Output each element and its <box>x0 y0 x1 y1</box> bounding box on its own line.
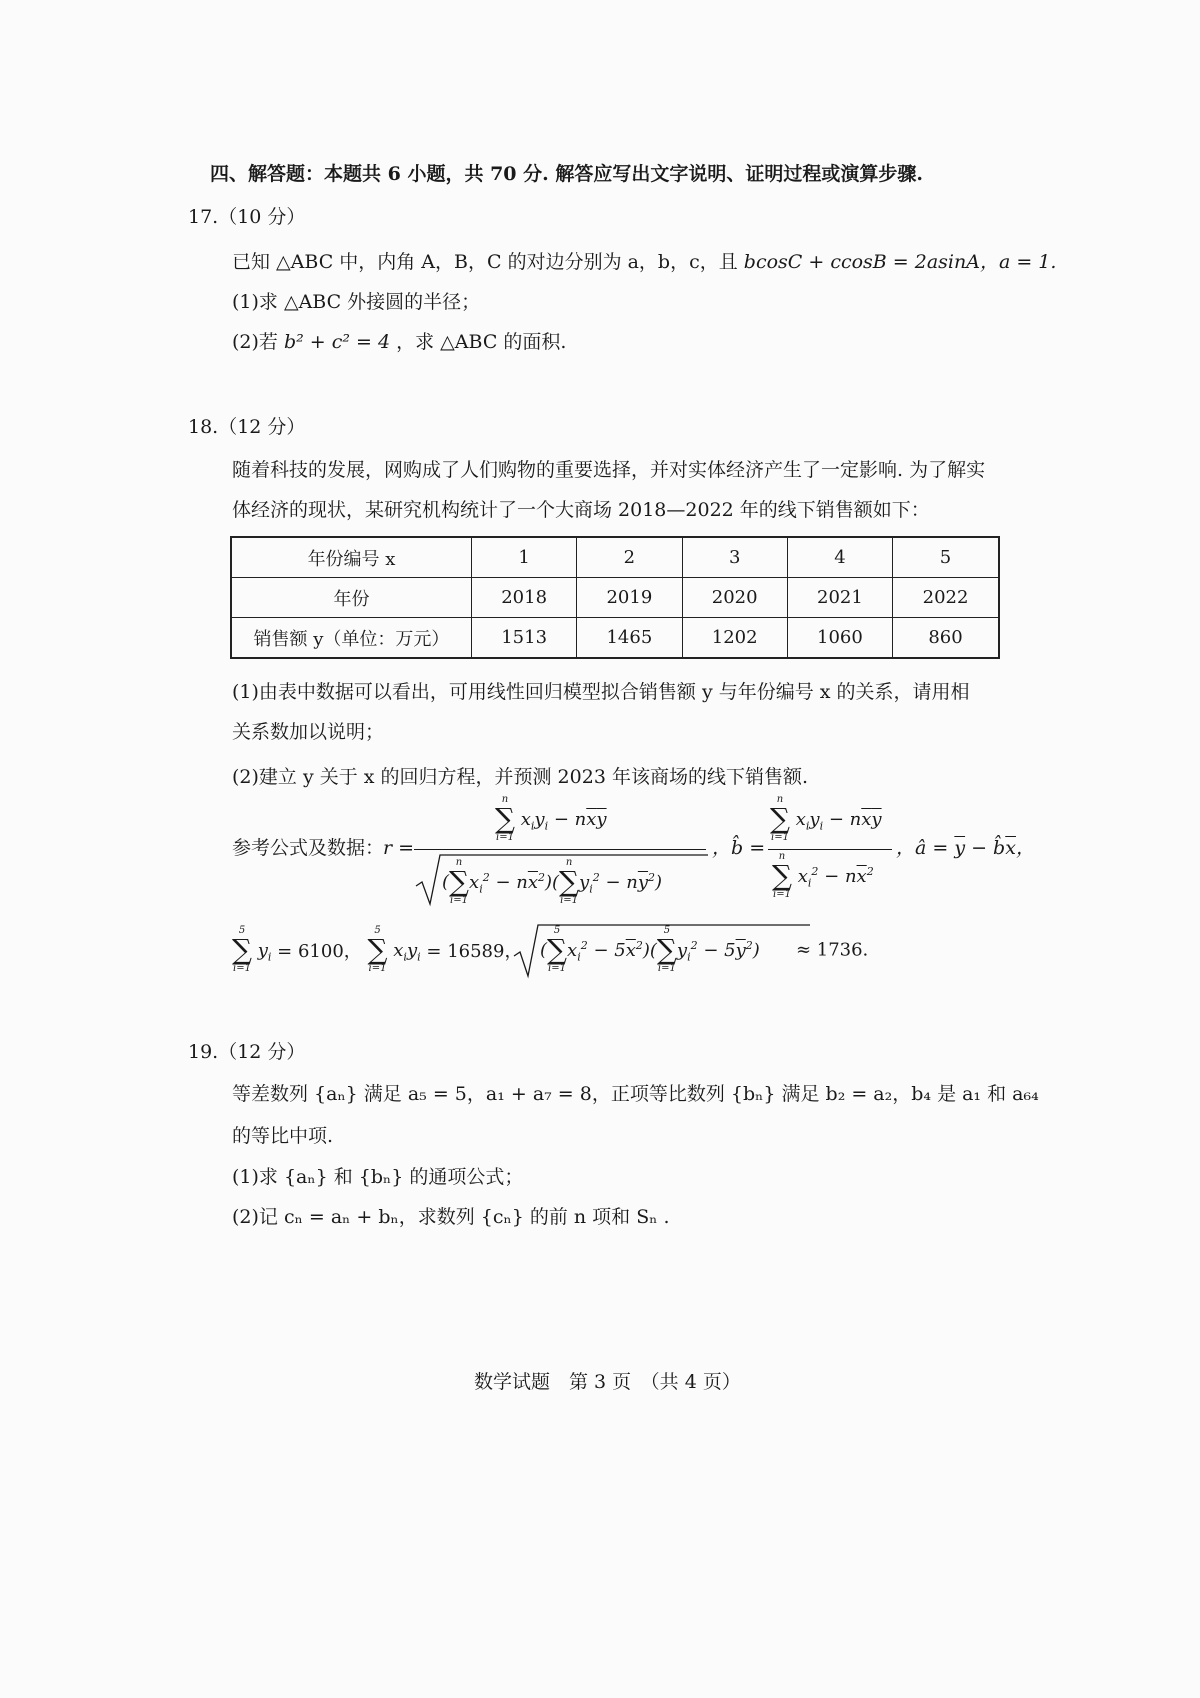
q17-part2 <box>232 330 566 354</box>
q18-part1-line2: 关系数加以说明； <box>232 721 385 743</box>
b-hat-symbol: ，b̂ = <box>712 837 766 859</box>
sqrt-expression: ( 5 ∑ i=1 $x_i^2 - 5\overline{x}^2$)( 5 ∑ i=1 $y_i^2 - 5\overline{y}^2$) <box>540 925 760 974</box>
r-symbol: r = <box>383 837 415 859</box>
sum-xy-value: = 16589， <box>426 941 523 962</box>
table-cell: 1513 <box>472 618 577 659</box>
table-row-sales <box>231 618 999 659</box>
q19-stem-line1: 等差数列 {aₙ} 满足 a₅ = 5，a₁ + a₇ = 8，正项等比数列 {bₙ} 满足 b₂ = a₂，b₄ 是 a₁ 和 a₆₄ <box>232 1083 1039 1105</box>
q19-part2: (2)记 cₙ = aₙ + bₙ，求数列 {cₙ} 的前 n 项和 Sₙ . <box>232 1206 670 1228</box>
table-cell: 2020 <box>682 578 787 618</box>
q17-stem-prefix: 已知 △ABC 中，内角 A，B，C 的对边分别为 a，b，c，且 <box>232 251 738 273</box>
q17-part2-prefix: (2)若 <box>232 331 278 353</box>
table-cell: 4 <box>787 537 892 578</box>
q17-stem-formula: bcosC + ccosB = 2asinA，a = 1. <box>743 251 1057 273</box>
q18-stem-line1: 随着科技的发展，网购成了人们购物的重要选择，并对实体经济产生了一定影响. 为了解实 <box>232 459 986 481</box>
q17-stem <box>232 250 1056 274</box>
ref-label: 参考公式及数据： <box>232 837 385 859</box>
b-numerator: n ∑ i=1 $x_iy_i - n\overline{x}\overline{y}$ <box>770 794 882 843</box>
q17-part2-suffix: ，求 △ABC 的面积. <box>396 331 567 353</box>
r-numerator: n ∑ i=1 $x_iy_i - n\overline{x}\overline{y}$ <box>495 794 607 843</box>
table-cell: 2022 <box>893 578 999 618</box>
table-cell: 2021 <box>787 578 892 618</box>
given-data: 5 ∑ i=1 $y_i = 6100$， 5 ∑ i=1 $x_iy_i = 16589$， ≈ 1736. <box>232 925 869 974</box>
table-cell: 860 <box>893 618 999 659</box>
page-footer: 数学试题 第 3 页 （共 4 页） <box>474 1371 741 1393</box>
table-row-label: 销售额 y（单位：万元） <box>231 618 472 659</box>
q18-part2: (2)建立 y 关于 x 的回归方程，并预测 2023 年该商场的线下销售额. <box>232 766 808 788</box>
q18-number: 18.（12 分） <box>188 416 306 438</box>
q19-stem-line2: 的等比中项. <box>232 1125 334 1147</box>
table-row-label: 年份编号 x <box>231 537 472 578</box>
q18-part1-line1: (1)由表中数据可以看出，可用线性回归模型拟合销售额 y 与年份编号 x 的关系，请用相 <box>232 681 970 703</box>
table-cell: 2018 <box>472 578 577 618</box>
section-title: 四、解答题：本题共 6 小题，共 70 分. 解答应写出文字说明、证明过程或演算步骤. <box>210 163 923 185</box>
q19-part1: (1)求 {aₙ} 和 {bₙ} 的通项公式； <box>232 1166 524 1188</box>
table-cell: 3 <box>682 537 787 578</box>
r-fraction-bar <box>414 849 706 850</box>
table-cell: 1060 <box>787 618 892 659</box>
q17-number: 17.（10 分） <box>188 206 306 228</box>
a-hat-formula: ，â = $\overline{y}$ − $b̂\overline{x}$， <box>896 837 1035 859</box>
table-cell: 5 <box>893 537 999 578</box>
table-cell: 2019 <box>577 578 682 618</box>
b-denominator: n ∑ i=1 $x_i^2 - n\overline{x}^2$ <box>772 851 874 900</box>
table-row-x <box>231 537 999 578</box>
q17-part1: (1)求 △ABC 外接圆的半径； <box>232 291 481 313</box>
table-row-label: 年份 <box>231 578 472 618</box>
q17-part2-formula: b² + c² = 4 <box>283 331 391 353</box>
sqrt-value: ≈ 1736. <box>795 939 869 961</box>
table-row-year <box>231 578 999 618</box>
r-denominator: ( n ∑ i=1 $x_i^2 - n\overline{x}^2$)( n ∑ i=1 $y_i^2 - n\overline{y}^2$) <box>442 857 663 906</box>
q18-stem-line2: 体经济的现状，某研究机构统计了一个大商场 2018—2022 年的线下销售额如下： <box>232 499 930 521</box>
sum-y-value: = 6100， <box>277 941 362 962</box>
table-cell: 1 <box>472 537 577 578</box>
table-cell: 1202 <box>682 618 787 659</box>
sales-table <box>230 536 1000 659</box>
table-cell: 2 <box>577 537 682 578</box>
b-fraction-bar <box>768 849 892 850</box>
table-cell: 1465 <box>577 618 682 659</box>
q19-number: 19.（12 分） <box>188 1041 306 1063</box>
